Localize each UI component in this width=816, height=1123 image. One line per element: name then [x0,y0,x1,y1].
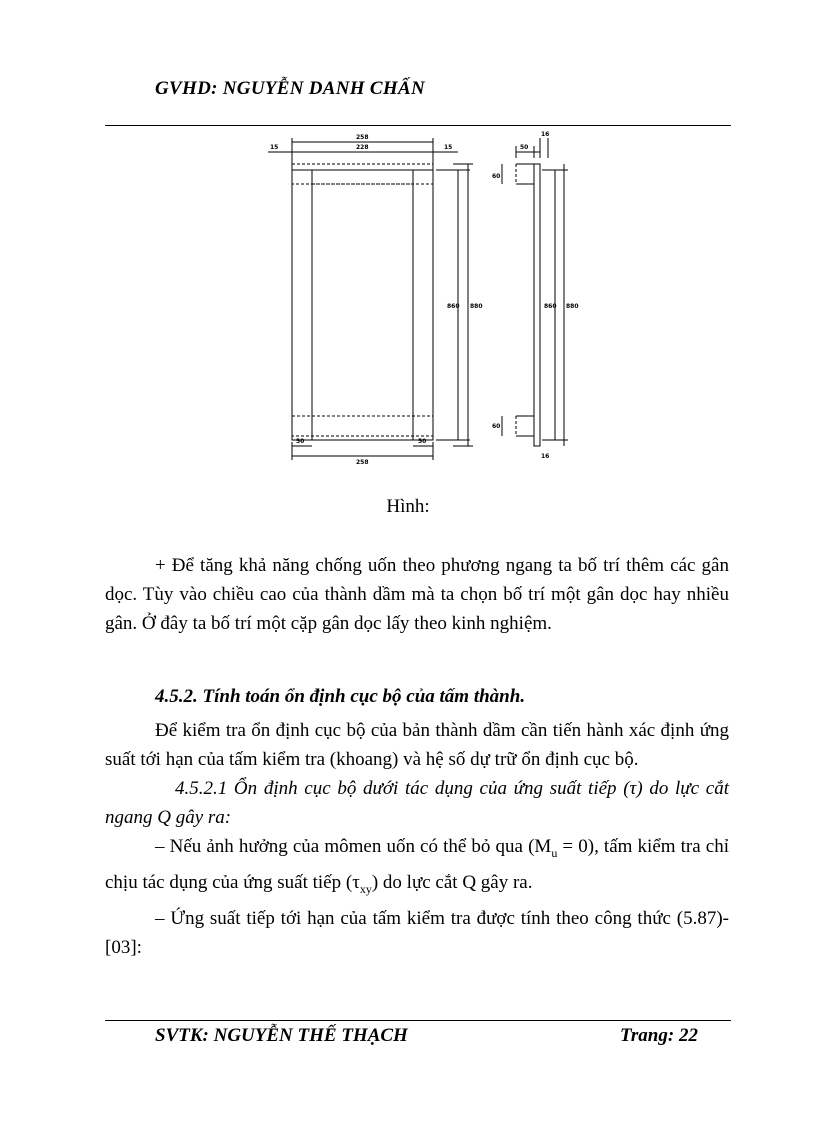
dim-edge-right: 15 [444,144,453,151]
dim-overall-width-top: 258 [356,134,369,141]
dim-overall-width-bottom: 258 [356,459,369,466]
technical-drawing [258,128,588,468]
bullet1-sub-xy: xy [359,881,372,896]
dim-stiffener-right: 50 [418,438,427,445]
dim-edge-left: 15 [270,144,279,151]
dim-stiffener-left: 50 [296,438,305,445]
paragraph-stiffeners [105,551,729,638]
subsection-heading: 4.5.2.1 Ổn định cục bộ dưới tác dụng của ứng suất tiếp (τ) do lực cắt ngang Q gây ra: [105,778,729,828]
section-heading: 4.5.2. Tính toán ổn định cục bộ của tấm thành. [155,686,526,707]
bullet-moment [105,832,729,904]
dim-inner-width: 228 [356,144,369,151]
bullet-critical-stress: – Ứng suất tiếp tới hạn của tấm kiểm tra được tính theo công thức (5.87)-[03]: [105,907,729,958]
footer-author: SVTK: NGUYỄN THẾ THẠCH [155,1025,408,1046]
dim-side-top-height: 60 [492,173,501,180]
footer-rule [105,1020,731,1021]
bullet1-part-a: – Nếu ảnh hưởng của mômen uốn có thể bỏ qua (M [155,836,552,857]
footer-page-number: Trang: 22 [620,1025,698,1046]
header-rule [105,125,731,126]
dim-side-top-thickness: 16 [541,131,550,138]
dim-height-inner: 860 [447,303,460,310]
figure-caption: Hình: [386,496,430,517]
paragraph-text: + Để tăng khả năng chống uốn theo phương ngang ta bố trí thêm các gân dọc. Tùy vào chiều cao của thành dầm mà ta chọn bố trí một gân dọc hay nhiều gân. Ở đây ta bố trí một cặp gân dọc lấy theo kinh nghiệm. [105,555,729,634]
bullet1-sub-u: u [551,845,558,860]
dim-side-height-outer: 880 [566,303,579,310]
dim-side-top-width: 50 [520,144,529,151]
dim-height-outer: 880 [470,303,483,310]
section-body [105,716,729,962]
dim-side-bottom-height: 60 [492,423,501,430]
dim-side-bottom-thickness: 16 [541,453,550,460]
bullet1-part-b: = 0), tấm kiểm tra chỉ chịu tác dụng của ứng suất tiếp (τ [105,836,729,893]
dim-side-height-inner: 860 [544,303,557,310]
bullet1-part-c: ) do lực cắt Q gây ra. [371,871,533,893]
header-title: GVHD: NGUYỄN DANH CHẤN [155,78,425,99]
section-paragraph: Để kiểm tra ổn định cục bộ của bản thành dầm cần tiến hành xác định ứng suất tới hạn của tấm kiểm tra (khoang) và hệ số dự trữ ổn định cục bộ. [105,720,729,770]
